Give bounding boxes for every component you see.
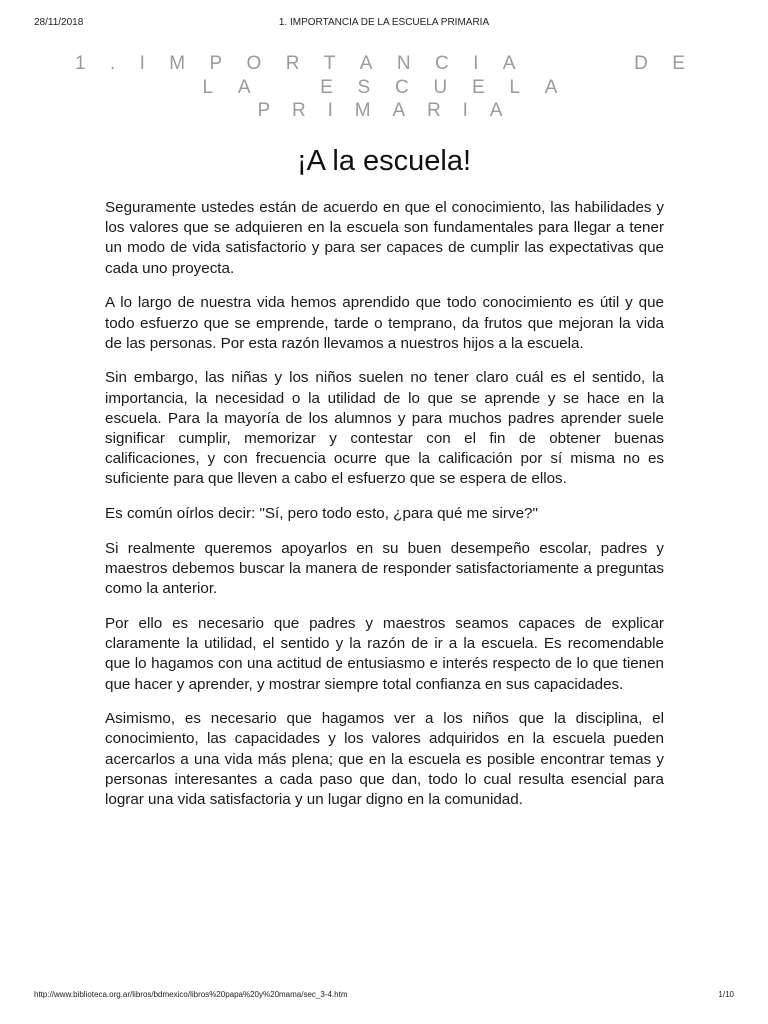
heading-word-gap xyxy=(540,52,610,76)
section-heading-line xyxy=(203,76,558,100)
heading-letter: T xyxy=(323,53,336,74)
heading-letter: L xyxy=(509,76,520,98)
heading-letter: D xyxy=(634,53,648,74)
heading-letter: I xyxy=(139,53,145,74)
heading-letter: . xyxy=(109,53,116,74)
heading-letter: R xyxy=(285,53,300,74)
heading-letter: P xyxy=(257,100,271,121)
heading-letter: M xyxy=(169,53,186,74)
article-paragraph: Sin embargo, las niñas y los niños suelen no tener claro cuál es el sentido, la importancia, la necesidad o la utilidad de lo que se aprende y se hace en la escuela. Para la mayoría de los alumnos y para muchos padres aprender suele significar cumplir, memorizar y contestar con el fin de obtener buenas calificaciones, y con frecuencia ocurre que la calificación por sí misma no es suficiente para que lleven a cabo el esfuerzo que se espera de ellos. xyxy=(105,369,664,488)
heading-letter: N xyxy=(396,53,411,74)
article-title: ¡A la escuela! xyxy=(296,145,472,177)
heading-letter: A xyxy=(544,76,558,98)
print-document-title: 1. IMPORTANCIA DE LA ESCUELA PRIMARIA xyxy=(278,17,490,28)
heading-letter: I xyxy=(473,53,479,74)
heading-letter: A xyxy=(392,100,406,121)
page-number: 1/10 xyxy=(718,990,734,999)
section-heading xyxy=(60,52,700,123)
heading-letter: P xyxy=(209,53,223,74)
article-paragraph: Asimismo, es necesario que hagamos ver a los niños que la disciplina, el conocimiento, las capacidades y los valores adquiridos en la escuela pueden acercarlos a una vida más plena; que en la escuela es posible encontrar temas y personas interesantes a cada paso que dan, todo lo cual resulta esencial para lograr una vida satisfactoria y un lugar digno en la comunidad. xyxy=(105,710,664,809)
heading-letter: O xyxy=(246,53,262,74)
heading-letter: U xyxy=(433,76,448,98)
heading-letter: M xyxy=(354,100,371,121)
heading-letter: C xyxy=(434,53,449,74)
heading-letter: A xyxy=(489,100,503,121)
heading-word-gap xyxy=(275,76,295,100)
section-heading-line xyxy=(75,52,685,76)
heading-letter: E xyxy=(672,53,685,74)
heading-letter: A xyxy=(359,53,373,74)
article-paragraph: Seguramente ustedes están de acuerdo en que el conocimiento, las habilidades y los valores que se adquieren en la escuela son fundamentales para llegar a tener un modo de vida satisfactorio y para ser capaces de cumplir las expectativas que cada uno proyecta. xyxy=(105,199,664,277)
heading-letter: R xyxy=(427,100,441,121)
print-header xyxy=(34,17,734,31)
article-paragraph: Por ello es necesario que padres y maestros seamos capaces de explicar claramente la utilidad, el sentido y la razón de ir a la escuela. Es recomendable que lo hagamos con una actitud de entusiasmo e interés respecto de lo que tienen que hacer y aprender, y mostrar siempre total confianza en sus capacidades. xyxy=(105,614,664,693)
heading-letter: I xyxy=(462,100,468,121)
heading-letter: A xyxy=(237,76,251,98)
heading-letter: S xyxy=(357,76,371,98)
article-body xyxy=(105,198,664,825)
heading-letter: A xyxy=(502,53,516,74)
heading-letter: L xyxy=(202,76,214,98)
heading-letter: I xyxy=(327,100,333,121)
heading-letter: R xyxy=(292,100,306,121)
source-url: http://www.biblioteca.org.ar/libros/bdmexico/libros%20papa%20y%20mama/sec_3-4.htm xyxy=(34,990,348,999)
heading-letter: 1 xyxy=(75,53,86,74)
print-date: 28/11/2018 xyxy=(34,17,84,28)
article-paragraph: Es común oírlos decir: "Sí, pero todo esto, ¿para qué me sirve?" xyxy=(105,505,538,523)
heading-letter: C xyxy=(394,76,409,98)
heading-letter: E xyxy=(471,76,485,98)
heading-letter: E xyxy=(320,76,333,98)
article-paragraph: Si realmente queremos apoyarlos en su buen desempeño escolar, padres y maestros debemos buscar la manera de responder satisfactoriamente a preguntas como la anterior. xyxy=(105,539,664,598)
article-paragraph: A lo largo de nuestra vida hemos aprendido que todo conocimiento es útil y que todo esfuerzo que se emprende, tarde o temprano, da frutos que mejoran la vida de las personas. Por esta razón llevamos a nuestros hijos a la escuela. xyxy=(105,294,664,352)
print-footer xyxy=(34,990,734,1002)
section-heading-line xyxy=(258,99,503,123)
